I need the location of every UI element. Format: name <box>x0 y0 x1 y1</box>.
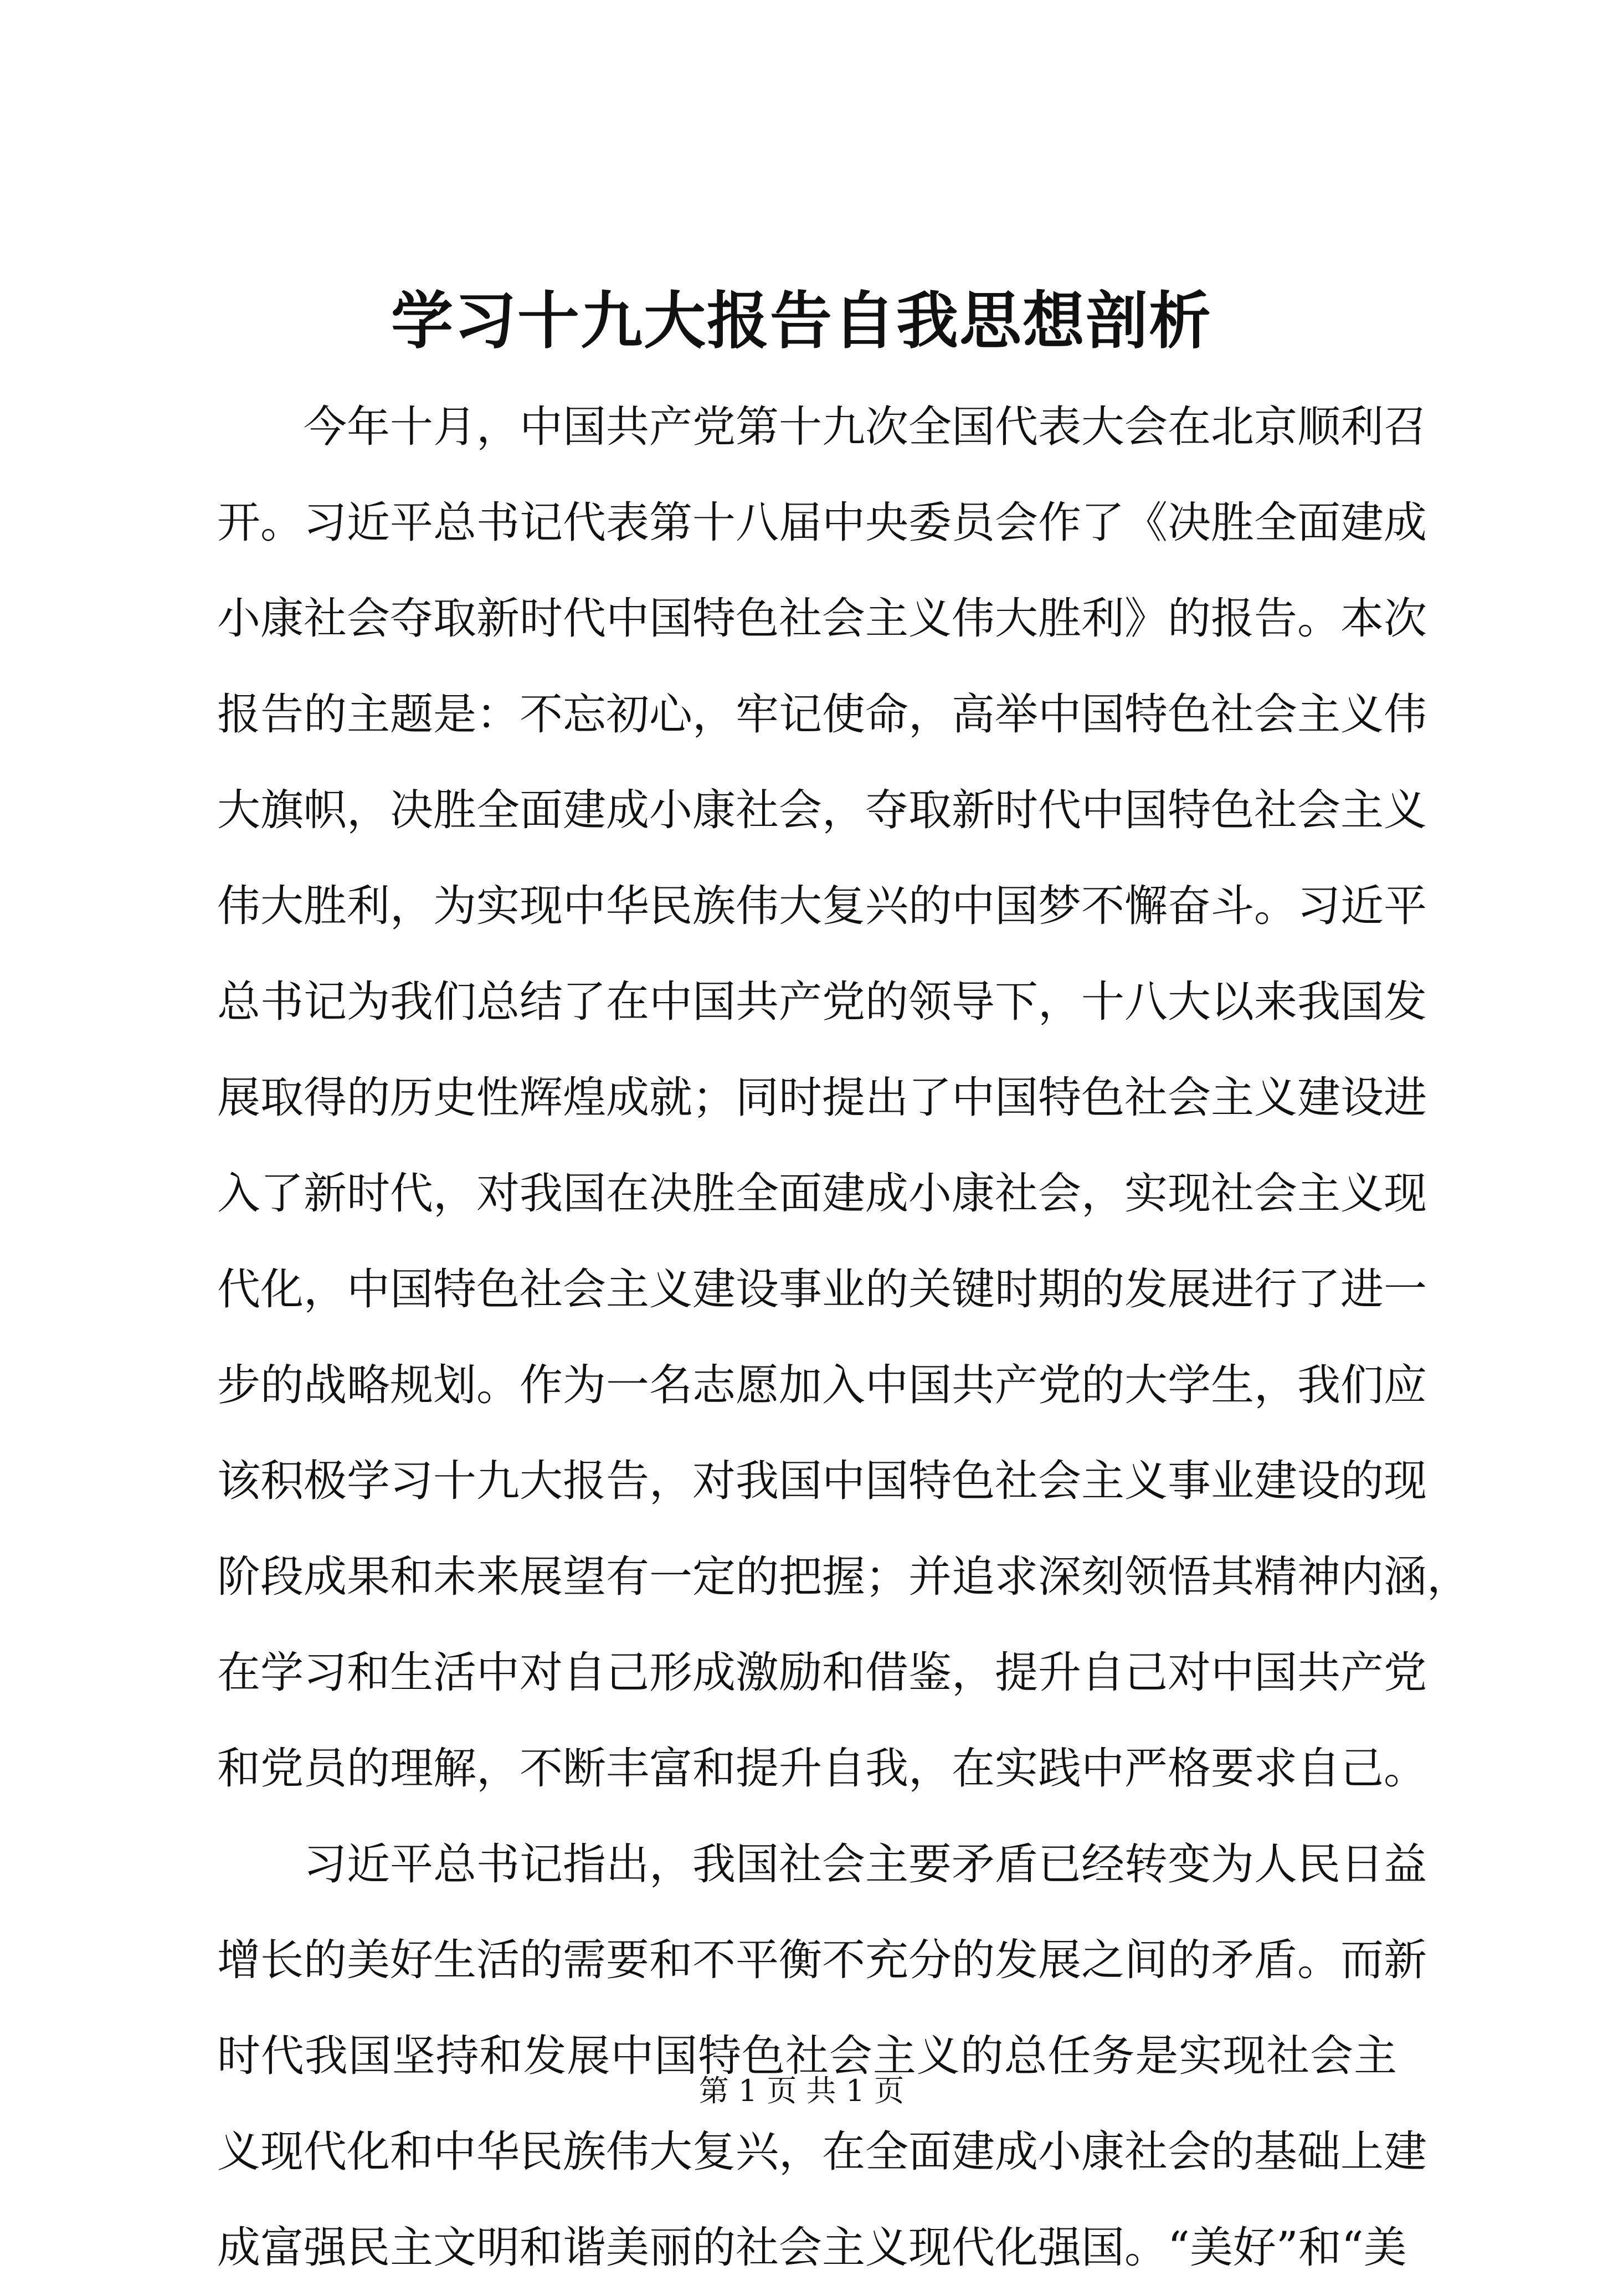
paragraph-line: 大旗帜，决胜全面建成小康社会，夺取新时代中国特色社会主义 <box>217 785 1427 835</box>
paragraph-line: 报告的主题是：不忘初心，牢记使命，高举中国特色社会主义伟 <box>217 690 1427 739</box>
paragraph-line: 伟大胜利，为实现中华民族伟大复兴的中国梦不懈奋斗。习近平 <box>217 881 1427 931</box>
paragraph-2 <box>217 1817 1427 2296</box>
paragraph-line: 增长的美好生活的需要和不平衡不充分的发展之间的矛盾。而新 <box>217 1935 1427 1985</box>
paragraph-line: 入了新时代，对我国在决胜全面建成小康社会，实现社会主义现 <box>217 1169 1427 1219</box>
paragraph-line: 义现代化和中华民族伟大复兴，在全面建成小康社会的基础上建 <box>217 2127 1427 2177</box>
paragraph-line: 习近平总书记指出，我国社会主要矛盾已经转变为人民日益 <box>304 1840 1427 1889</box>
paragraph-line: 小康社会夺取新时代中国特色社会主义伟大胜利》的报告。本次 <box>217 594 1427 644</box>
document-body <box>217 379 1471 2296</box>
paragraph-line: 开。习近平总书记代表第十八届中央委员会作了《决胜全面建成 <box>217 498 1427 548</box>
paragraph-1 <box>217 379 1471 1817</box>
paragraph-line: 今年十月，中国共产党第十九次全国代表大会在北京顺利召 <box>304 402 1427 452</box>
paragraph-line: 步的战略规划。作为一名志愿加入中国共产党的大学生，我们应 <box>217 1360 1427 1410</box>
paragraph-line: 成富强民主文明和谐美丽的社会主义现代化强国。“美好”和“美 <box>217 2223 1407 2273</box>
paragraph-line: 该积极学习十九大报告，对我国中国特色社会主义事业建设的现 <box>217 1456 1427 1506</box>
paragraph-line: 代化，中国特色社会主义建设事业的关键时期的发展进行了进一 <box>217 1265 1427 1314</box>
paragraph-line: 展取得的历史性辉煌成就；同时提出了中国特色社会主义建设进 <box>217 1073 1427 1123</box>
paragraph-line: 在学习和生活中对自己形成激励和借鉴，提升自己对中国共产党 <box>217 1648 1427 1698</box>
page-footer <box>0 2072 1603 2110</box>
document-title: 学习十九大报告自我思想剖析 <box>391 285 1212 357</box>
page-number-label: 第 1 页 共 1 页 <box>698 2073 905 2108</box>
paragraph-line: 和党员的理解，不断丰富和提升自我，在实践中严格要求自己。 <box>217 1744 1427 1794</box>
paragraph-line: 时代我国坚持和发展中国特色社会主义的总任务是实现社会主 <box>217 2031 1397 2081</box>
paragraph-line: 总书记为我们总结了在中国共产党的领导下，十八大以来我国发 <box>217 977 1427 1027</box>
paragraph-line: 阶段成果和未来展望有一定的把握；并追求深刻领悟其精神内涵， <box>217 1552 1471 1602</box>
